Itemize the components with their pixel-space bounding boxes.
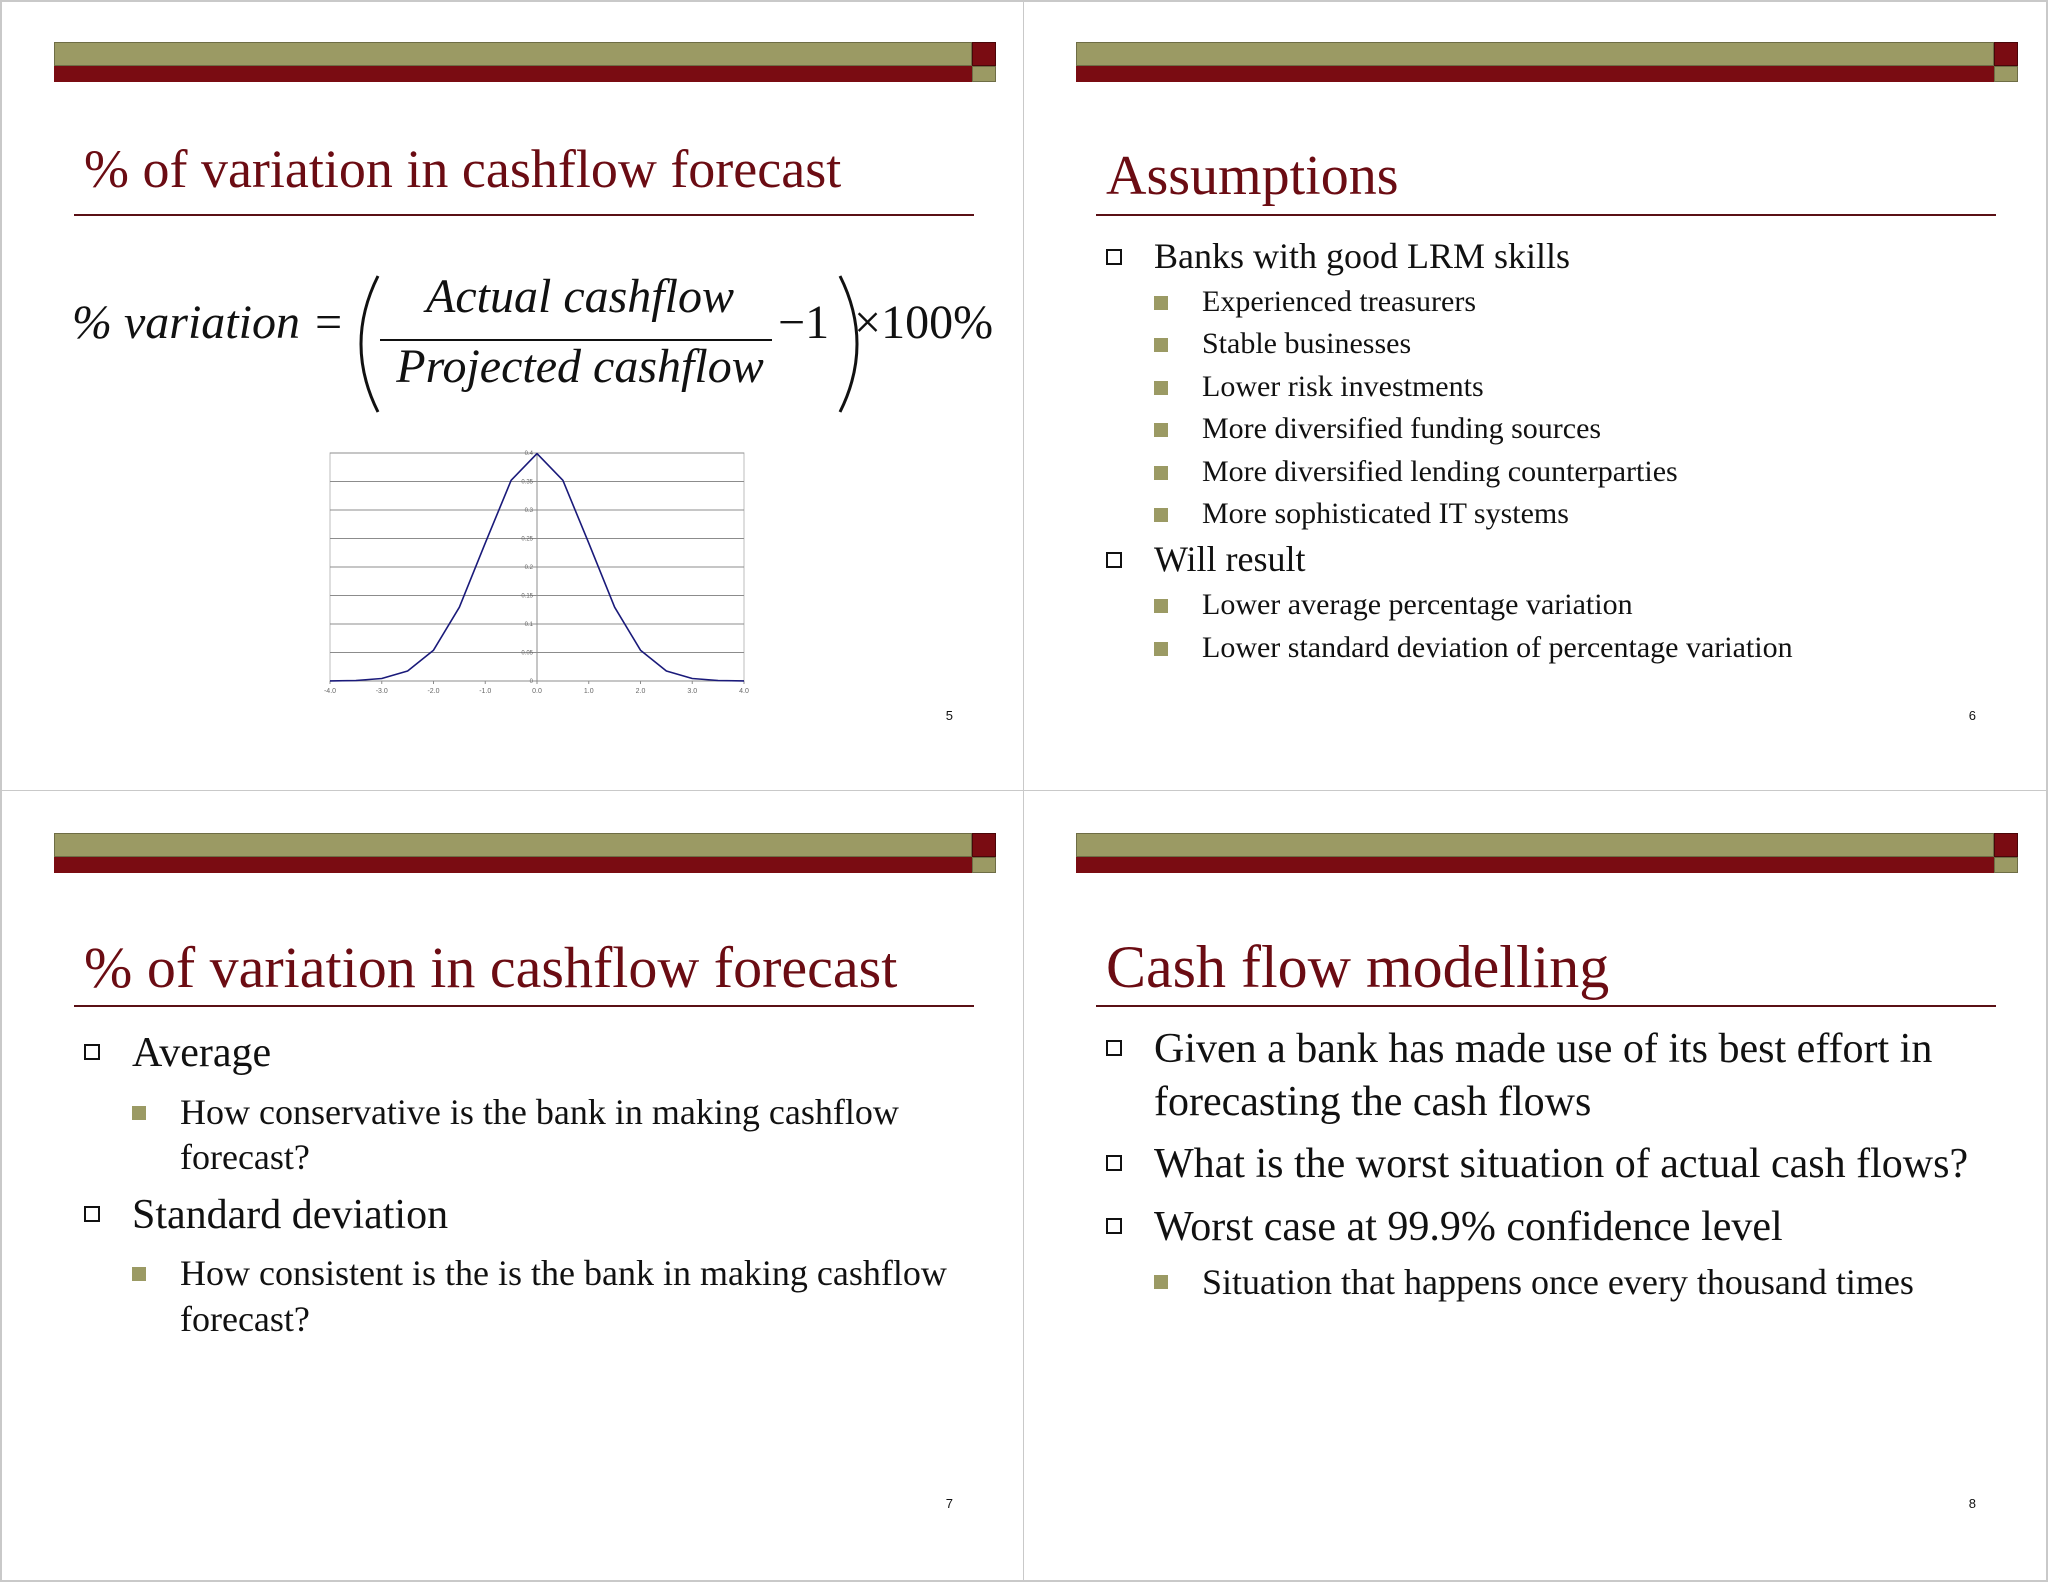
header-square-red	[972, 833, 996, 857]
hollow-square-bullet-icon	[1106, 1040, 1122, 1056]
x-tick-label: 0.0	[532, 688, 542, 695]
bullet-item	[1106, 537, 2006, 667]
sub-bullet-item	[132, 1251, 960, 1342]
sub-bullet-list	[132, 1090, 984, 1181]
sub-bullet-text: Stable businesses	[1202, 327, 1412, 361]
title-rule	[74, 1005, 974, 1007]
bullet-text: Standard deviation	[132, 1191, 449, 1238]
sub-bullet-text: Experienced treasurers	[1202, 285, 1477, 318]
bullet-item	[84, 1189, 984, 1343]
filled-square-bullet-icon	[1154, 599, 1168, 613]
hollow-square-bullet-icon	[84, 1206, 100, 1222]
normal-distribution-chart	[322, 447, 752, 707]
bullet-item	[1106, 234, 2006, 533]
filled-square-bullet-icon	[1154, 508, 1168, 522]
y-tick-label: 0.35	[521, 479, 533, 486]
filled-square-bullet-icon	[1154, 642, 1168, 656]
slide-title: Assumptions	[1106, 145, 1399, 207]
x-tick-label: -1.0	[479, 688, 492, 695]
slide-5	[0, 0, 1024, 791]
x-tick-label: 1.0	[583, 688, 594, 695]
x-tick-label: -3.0	[375, 688, 388, 695]
sub-bullet-list	[1154, 1259, 2014, 1305]
bullet-item	[84, 1027, 984, 1181]
filled-square-bullet-icon	[1154, 338, 1168, 352]
filled-square-bullet-icon	[132, 1267, 146, 1281]
formula-left-paren	[361, 276, 378, 412]
x-tick-label: 3.0	[687, 688, 698, 695]
header-bar-olive	[1076, 42, 1994, 66]
x-tick-label: 2.0	[635, 688, 646, 695]
sub-bullet-list	[1154, 586, 2006, 667]
bullet-text: Given a bank has made use of its best effort in forecasting the cash flows	[1154, 1026, 1933, 1125]
header-bar-red	[54, 857, 972, 873]
bullet-list	[1106, 232, 2006, 671]
slide-8	[1024, 791, 2048, 1582]
bullet-item	[1106, 1201, 2014, 1306]
y-tick-label: 0.05	[521, 650, 533, 657]
hollow-square-bullet-icon	[1106, 249, 1122, 265]
bullet-list	[1106, 1013, 2006, 1305]
sub-bullet-item	[132, 1090, 960, 1181]
header-bar-olive	[54, 833, 972, 857]
sub-bullet-text: Situation that happens once every thousand times	[1202, 1262, 1914, 1302]
bullet-text: What is the worst situation of actual cash flows?	[1154, 1141, 1969, 1187]
hollow-square-bullet-icon	[84, 1044, 100, 1060]
sub-bullet-text: Lower risk investments	[1202, 369, 1484, 403]
y-tick-label: 0.25	[521, 536, 533, 543]
filled-square-bullet-icon	[1154, 1275, 1168, 1289]
formula-minus-one: −1	[778, 296, 830, 349]
header-square-red	[1994, 42, 2018, 66]
bullet-text: Banks with good LRM skills	[1154, 236, 1571, 276]
slide-title: Cash flow modelling	[1106, 934, 1610, 1000]
header-square-olive	[972, 857, 996, 873]
title-rule	[74, 214, 974, 216]
variation-formula	[72, 264, 1012, 424]
sub-bullet-list	[132, 1251, 984, 1342]
x-tick-label: -2.0	[427, 688, 440, 695]
bullet-item	[1106, 1023, 2014, 1128]
sub-bullet-item	[1154, 283, 2006, 321]
sub-bullet-item	[1154, 495, 2006, 533]
slide-title: % of variation in cashflow forecast	[84, 935, 898, 1000]
filled-square-bullet-icon	[132, 1106, 146, 1120]
header-bar-olive	[1076, 833, 1994, 857]
bullet-text: Worst case at 99.9% confidence level	[1154, 1203, 1783, 1250]
slide-6	[1024, 0, 2048, 791]
sub-bullet-text: Lower standard deviation of percentage variation	[1202, 630, 1793, 664]
header-square-olive	[1994, 857, 2018, 873]
sub-bullet-item	[1154, 1259, 2014, 1305]
y-tick-label: 0.3	[524, 508, 533, 514]
formula-times-100: ×100%	[854, 296, 994, 349]
y-tick-label: 0.1	[524, 622, 533, 628]
sub-bullet-text: Lower average percentage variation	[1202, 588, 1633, 622]
hollow-square-bullet-icon	[1106, 1218, 1122, 1234]
filled-square-bullet-icon	[1154, 381, 1168, 395]
filled-square-bullet-icon	[1154, 466, 1168, 480]
hollow-square-bullet-icon	[1106, 1155, 1122, 1171]
y-tick-label: 0.2	[524, 565, 533, 571]
sub-bullet-text: More diversified lending counterparties	[1202, 454, 1678, 488]
header-bar-red	[1076, 857, 1994, 873]
bullet-item	[1106, 1138, 2014, 1191]
title-rule	[1096, 1005, 1996, 1007]
x-tick-label: 4.0	[739, 688, 749, 695]
sub-bullet-item	[1154, 325, 2006, 363]
header-bar-red	[1076, 66, 1994, 82]
sub-bullet-item	[1154, 368, 2006, 406]
y-tick-label: 0.4	[524, 451, 533, 457]
slide-7	[0, 791, 1024, 1582]
header-square-red	[972, 42, 996, 66]
formula-numerator: Actual cashflow	[426, 270, 734, 323]
sub-bullet-text: More diversified funding sources	[1202, 412, 1602, 446]
page-number: 8	[1968, 1496, 1976, 1511]
sub-bullet-item	[1154, 586, 2006, 624]
sub-bullet-text: How conservative is the bank in making cashflow forecast?	[180, 1091, 899, 1178]
bullet-list	[84, 1021, 984, 1351]
x-tick-label: -4.0	[323, 688, 337, 695]
slide-title: % of variation in cashflow forecast	[84, 139, 842, 199]
bullet-text: Average	[132, 1030, 272, 1076]
sub-bullet-item	[1154, 453, 2006, 491]
sub-bullet-list	[1154, 283, 2006, 533]
y-tick-label: 0.15	[521, 593, 533, 600]
header-square-olive	[972, 66, 996, 82]
chart-svg	[322, 447, 752, 707]
title-rule	[1096, 214, 1996, 216]
formula-lhs: % variation =	[72, 296, 345, 349]
sub-bullet-text: More sophisticated IT systems	[1202, 496, 1569, 530]
page-number: 5	[945, 708, 953, 723]
bullet-text: Will result	[1154, 539, 1306, 580]
sub-bullet-item	[1154, 629, 2006, 667]
header-bar-olive	[54, 42, 972, 66]
header-square-red	[1994, 833, 2018, 857]
filled-square-bullet-icon	[1154, 296, 1168, 310]
sub-bullet-text: How consistent is the is the bank in making cashflow forecast?	[180, 1253, 947, 1340]
formula-denominator: Projected cashflow	[396, 340, 764, 393]
sub-bullet-item	[1154, 410, 2006, 448]
hollow-square-bullet-icon	[1106, 552, 1122, 568]
filled-square-bullet-icon	[1154, 423, 1168, 437]
header-bar-red	[54, 66, 972, 82]
page-number: 6	[1968, 708, 1976, 723]
header-square-olive	[1994, 66, 2018, 82]
y-tick-label: 0	[529, 679, 533, 685]
page-number: 7	[945, 1496, 953, 1511]
